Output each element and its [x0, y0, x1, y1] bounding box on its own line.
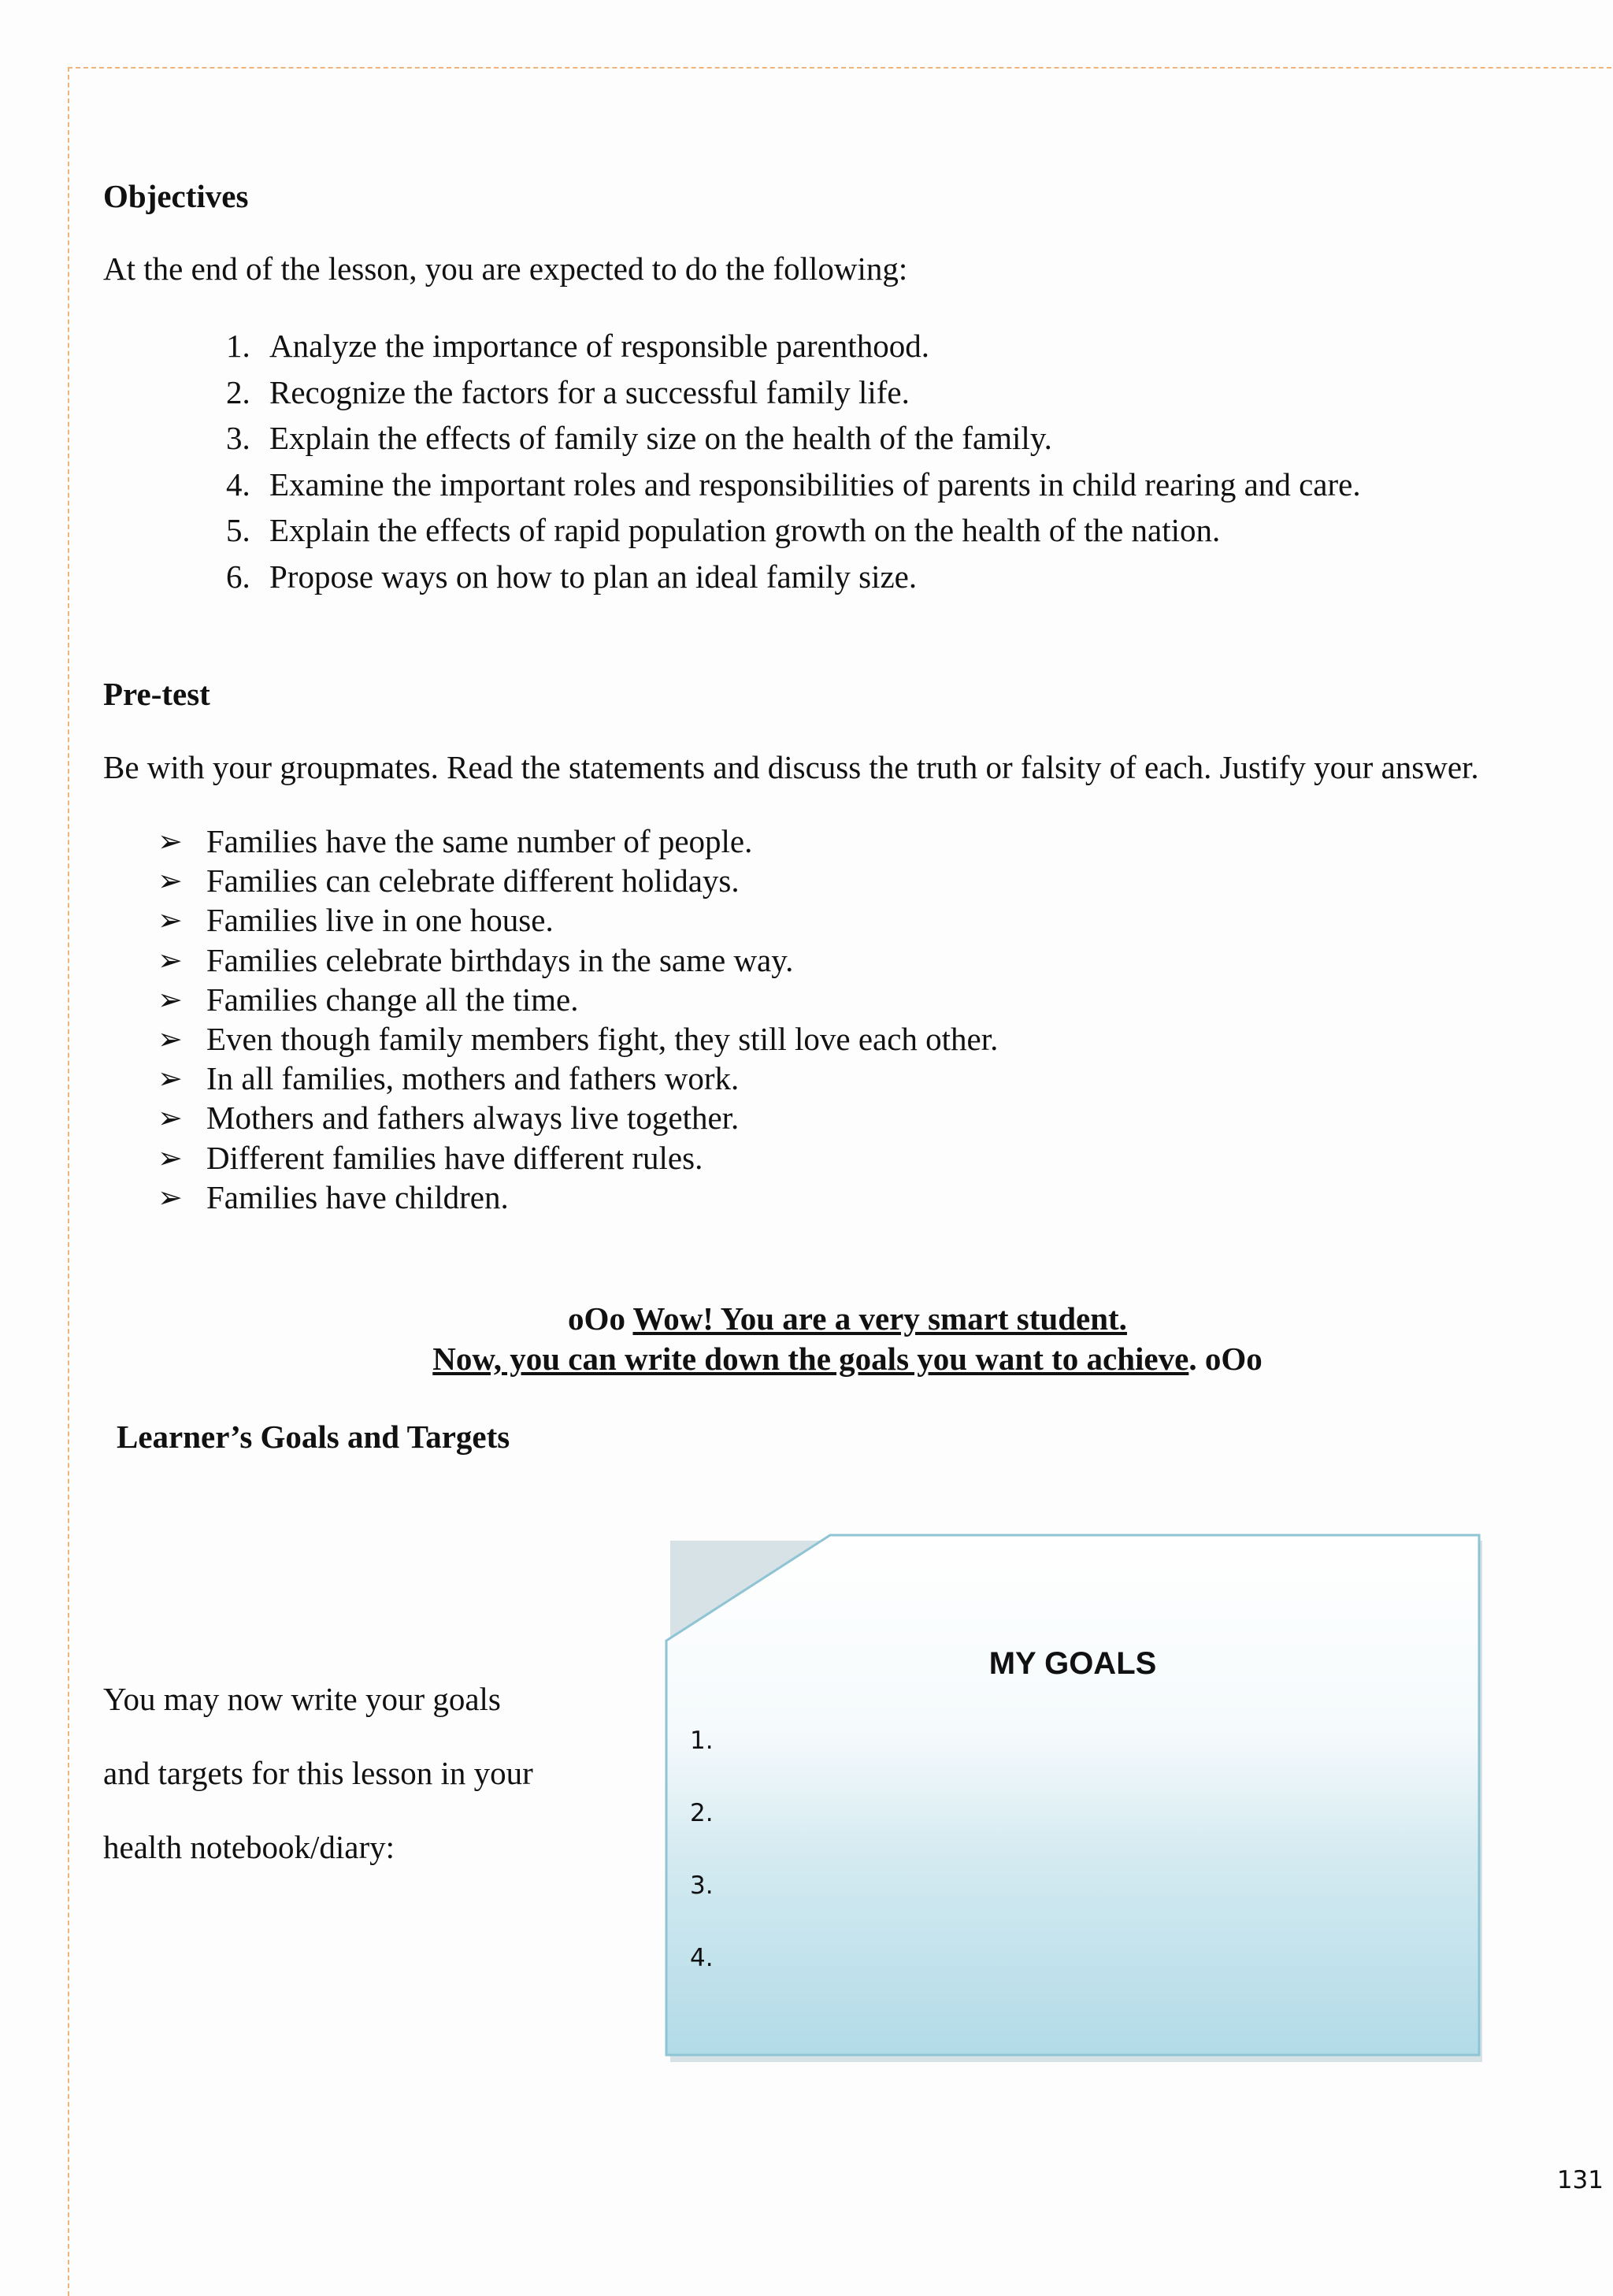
goals-instruction-line: You may now write your goals — [103, 1681, 501, 1717]
ornament-text: . oOo — [1188, 1341, 1263, 1377]
statement-text: Mothers and fathers always live together. — [206, 1100, 740, 1137]
encouragement-line-1 — [68, 1300, 1613, 1337]
pretest-intro: Be with your groupmates. Read the statements and discuss the truth or falsity of each. Justify your answer. — [103, 749, 1479, 785]
list-item — [150, 980, 1489, 1019]
ornament-text: oOo — [568, 1300, 633, 1337]
my-goals-box — [663, 1532, 1482, 2068]
statement-text: Families have children. — [206, 1178, 509, 1215]
statement-text: Families change all the time. — [206, 981, 579, 1018]
arrow-bullet-icon: ➢ — [158, 942, 183, 977]
goals-instruction-line: health notebook/diary: — [103, 1829, 395, 1865]
pretest-heading: Pre-test — [103, 676, 210, 712]
goals-prompt-text: Now, you can write down the goals you want to achieve — [432, 1341, 1189, 1377]
list-item — [150, 1138, 1489, 1178]
statement-text: Families live in one house. — [206, 902, 554, 939]
statement-text: Families have the same number of people. — [206, 823, 753, 859]
objective-item: 4. Examine the important roles and responsibilities of parents in child rearing and care. — [258, 462, 1597, 508]
arrow-bullet-icon: ➢ — [158, 903, 183, 938]
objective-item: 5. Explain the effects of rapid population growth on the health of the nation. — [258, 507, 1597, 554]
arrow-bullet-icon: ➢ — [158, 1100, 183, 1136]
my-goals-title: MY GOALS — [988, 1646, 1157, 1681]
list-item — [150, 940, 1489, 980]
statement-text: In all families, mothers and fathers work. — [206, 1060, 740, 1097]
statement-text: Even though family members fight, they still love each other. — [206, 1021, 999, 1058]
objective-item: 2. Recognize the factors for a successful family life. — [258, 369, 1597, 416]
page-number: 131 — [1556, 2166, 1604, 2194]
goals-heading: Learner’s Goals and Targets — [117, 1419, 510, 1455]
arrow-bullet-icon: ➢ — [158, 981, 183, 1017]
objective-item: 3. Explain the effects of family size on the health of the family. — [258, 415, 1597, 462]
objectives-list — [150, 323, 1597, 599]
objective-item: 1. Analyze the importance of responsible parenthood. — [258, 323, 1597, 369]
list-item — [150, 822, 1489, 861]
goal-number: 3. — [690, 1871, 714, 1900]
arrow-bullet-icon: ➢ — [158, 1061, 183, 1096]
list-item — [150, 1178, 1489, 1217]
arrow-bullet-icon: ➢ — [158, 1022, 183, 1057]
pretest-list — [150, 822, 1489, 1217]
arrow-bullet-icon: ➢ — [158, 824, 183, 859]
list-item — [150, 1059, 1489, 1098]
arrow-bullet-icon: ➢ — [158, 1140, 183, 1175]
objective-item: 6. Propose ways on how to plan an ideal family size. — [258, 554, 1597, 600]
goal-number: 1. — [690, 1727, 714, 1755]
encouragement-line-2 — [68, 1340, 1613, 1378]
list-item — [150, 900, 1489, 940]
arrow-bullet-icon: ➢ — [158, 1179, 183, 1215]
objectives-intro: At the end of the lesson, you are expected to do the following: — [103, 250, 908, 287]
list-item — [150, 1019, 1489, 1059]
list-item — [150, 861, 1489, 900]
goals-instruction-line: and targets for this lesson in your — [103, 1755, 533, 1791]
goal-number: 2. — [690, 1799, 714, 1827]
objectives-heading: Objectives — [103, 178, 249, 214]
praise-text: Wow! You are a very smart student. — [632, 1300, 1127, 1337]
arrow-bullet-icon: ➢ — [158, 863, 183, 899]
statement-text: Families can celebrate different holidays. — [206, 862, 740, 899]
goal-number: 4. — [690, 1944, 714, 1972]
statement-text: Families celebrate birthdays in the same way. — [206, 941, 794, 978]
statement-text: Different families have different rules. — [206, 1139, 703, 1176]
list-item — [150, 1098, 1489, 1137]
